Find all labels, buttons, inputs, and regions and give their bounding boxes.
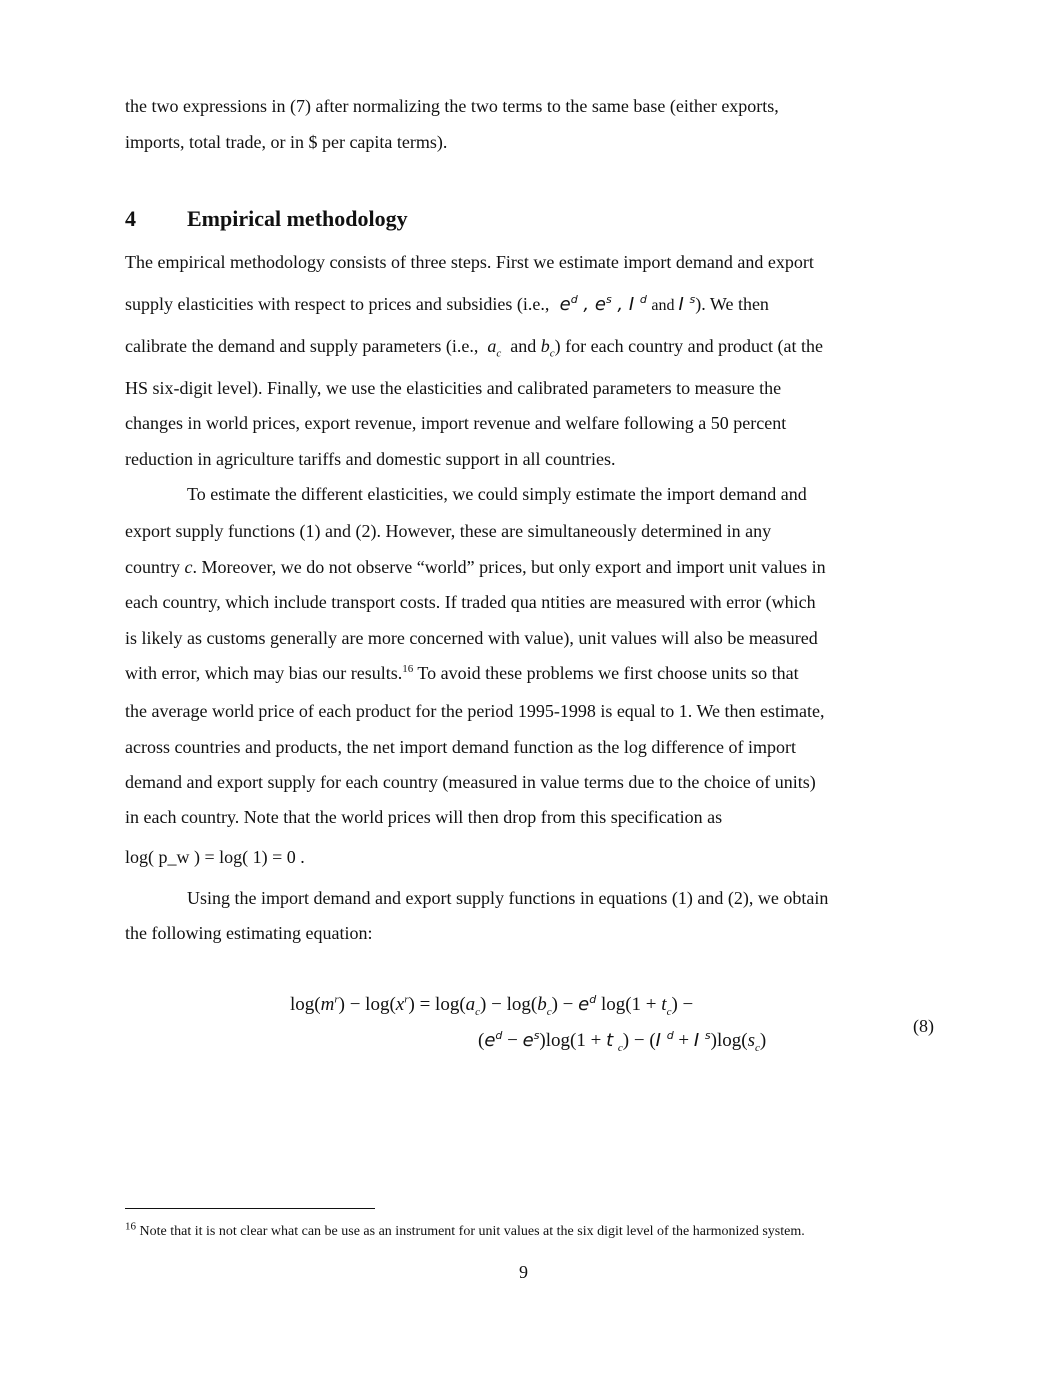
section-title: Empirical methodology: [187, 206, 408, 231]
p1-line-3: [125, 334, 823, 358]
section-number: 4: [125, 206, 136, 231]
equation-line-1: $\log(m^r) - \log(x^r) = \log(a_c) - \log(b_c) - e^d$ $\log(1 + t_c)$ −: [290, 993, 694, 1018]
p1-line-6: reduction in agriculture tariffs and domestic support in all countries.: [125, 449, 616, 469]
p2-line-8: across countries and products, the net import demand function as the log difference of import: [125, 737, 796, 757]
p2-line-3: country c. Moreover, we do not observe “world” prices, but only export and import unit values in: [125, 557, 826, 577]
equation-line-2: $(e^d - e^s)\log(1 + t$ $_c$) − (I $^d$ + I $^s)\log(s_c)$: [478, 1029, 767, 1054]
p2-line-11: log( p_w ) = log( 1) = 0 .: [125, 847, 305, 867]
p1-line-2-text: supply elasticities with respect to prices and subsidies (i.e.,: [125, 294, 550, 314]
footnote-divider: [125, 1208, 375, 1209]
param-b: $b_c$: [540, 336, 555, 360]
p3-line-2: the following estimating equation:: [125, 923, 373, 943]
p1-line-2-end: ). We then: [695, 294, 769, 314]
p2-line-5: is likely as customs generally are more concerned with value), unit values will also be measured: [125, 628, 818, 648]
p2-line-9: demand and export supply for each country (measured in value terms due to the choice of units): [125, 772, 816, 792]
p2-line-1: To estimate the different elasticities, we could simply estimate the import demand and: [187, 484, 807, 504]
footnote: [125, 1222, 925, 1241]
p2-line-4: each country, which include transport costs. If traded qua ntities are measured with error (which: [125, 592, 816, 612]
p2-line-7: the average world price of each product for the period 1995-1998 is equal to 1. We then estimate,: [125, 701, 825, 721]
p2-line-6: with error, which may bias our results.$^{16}$ To avoid these problems we first choose units so that: [125, 663, 799, 683]
p1-line-1: The empirical methodology consists of three steps. First we estimate import demand and export: [125, 252, 814, 272]
page-number: 9: [519, 1262, 528, 1282]
footnote-ref: 16: [402, 663, 414, 675]
footnote-text: Note that it is not clear what can be use as an instrument for unit values at the six digit level of the harmonized system.: [136, 1224, 805, 1239]
p3-line-1: Using the import demand and export supply functions in equations (1) and (2), we obtain: [187, 888, 829, 908]
p2-line-2: export supply functions (1) and (2). However, these are simultaneously determined in any: [125, 521, 772, 541]
p1-line-3-and: and: [510, 336, 537, 356]
equation-number: (8): [913, 1016, 934, 1036]
intro-line-1: the two expressions in (7) after normalizing the two terms to the same base (either exports,: [125, 96, 779, 116]
param-a: $a_c$: [482, 336, 502, 360]
p1-line-5: changes in world prices, export revenue, import revenue and welfare following a 50 percent: [125, 413, 787, 433]
p2-line-10: in each country. Note that the world prices will then drop from this specification as: [125, 807, 723, 827]
p1-line-4: HS six-digit level). Finally, we use the elasticities and calibrated parameters to measure the: [125, 378, 782, 398]
footnote-mark: 16: [125, 1220, 136, 1233]
p1-line-2: supply elasticities with respect to prices and subsidies (i.e., $e^d$ , $e^s$ , I $^d$ and I $^s$). We then: [125, 293, 769, 315]
p1-line-3-text: calibrate the demand and supply parameters (i.e.,: [125, 336, 479, 356]
elasticity-symbols: $e^d$ , $e^s$ , I $^d$: [553, 293, 647, 315]
intro-line-2: imports, total trade, or in $ per capita terms).: [125, 132, 448, 152]
p1-line-3-end: ) for each country and product (at the: [554, 336, 824, 356]
